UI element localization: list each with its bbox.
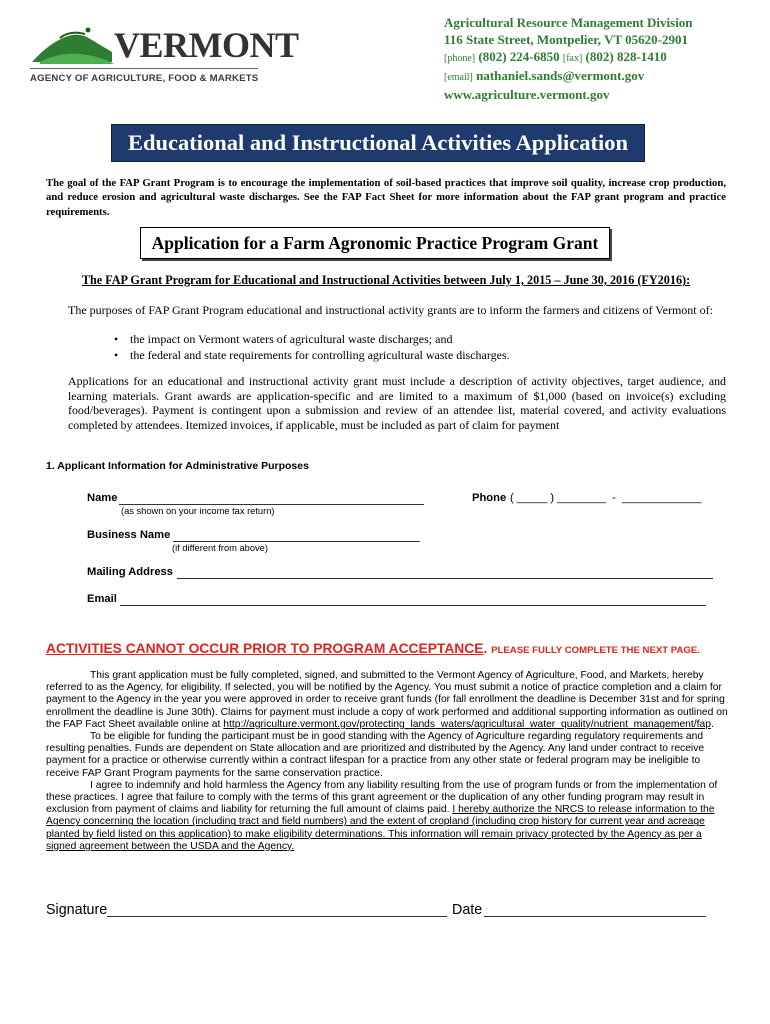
terms-p1: This grant application must be fully completed, signed, and submitted to the Vermont Agency of Agriculture, Food, and Markets, hereby referred to as the Agency, for eligibility. If selected, you will be notified by the Agency. You must submit a notice of practice completion and a claim for payment to the Agency in the year you were approved in order to receive grant funds (for fall enrollment the deadline is December 31st and for spring enrollment the deadline is June 30th). Claims for payment must include a copy of work performed and additional supporting information as outlined on the FAP Fact Sheet available online at [46, 670, 728, 730]
division-name: Agricultural Resource Management Division [444, 15, 693, 30]
logo-wordmark: VERMONT [114, 25, 299, 65]
email-address[interactable]: nathaniel.sands@vermont.gov [476, 68, 645, 83]
mailing-address-field[interactable] [177, 578, 713, 579]
date-label: Date [452, 902, 483, 918]
acceptance-warning [46, 641, 700, 656]
goal-paragraph: The goal of the FAP Grant Program is to encourage the implementation of soil-based practices that improve soil quality, increase crop production, and reduce erosion and agricultural waste discharges. See the FAP Fact Sheet for more information about the FAP grant program and practice requirements. [46, 177, 726, 218]
terms-paragraph-1 [46, 670, 730, 731]
fap-fact-sheet-link[interactable]: http://agriculture.vermont.gov/protecting_lands_waters/agricultural_water_quality/nutrient_management/fap [223, 718, 711, 730]
terms-p3: I agree to indemnify and hold harmless the Agency from any liability resulting from the use of program funds or from the implementation of these practices. I agree that failure to comply with the terms of this grant agreement or the duplication of any other funding program may result in exclusion from payment of claims and liability for returning the full amount of claims paid. [46, 779, 718, 816]
applications-paragraph: Applications for an educational and instructional activity grant must include a description of activity objectives, target audience, and learning materials. Grant awards are application-specific and are limited to a maximum of $1,000 (based on invoice(s) excluding food/beverages). Payment is contingent upon a submission and review of an attendee list, material covered, and activity evaluations completed by attendees. Itemized invoices, if applicable, must be included as part of claim for payment [68, 374, 726, 432]
signature-field[interactable] [107, 916, 447, 917]
page-title: Educational and Instructional Activities Application [127, 130, 629, 155]
business-name-note: (if different from above) [172, 543, 268, 553]
terms-paragraph-3 [46, 780, 730, 853]
mailing-address-label: Mailing Address [87, 566, 173, 578]
email-tag: [email] [444, 72, 473, 83]
email-label: Email [87, 593, 117, 605]
email-field[interactable] [120, 605, 706, 606]
phone-number: (802) 224-6850 [478, 49, 560, 64]
fax-number: (802) 828-1410 [585, 49, 667, 64]
title-banner [111, 124, 645, 162]
phone-tag: [phone] [444, 53, 476, 64]
website-link[interactable]: www.agriculture.vermont.gov [444, 87, 610, 102]
date-field[interactable] [484, 916, 706, 917]
phone-fax-line [444, 48, 693, 67]
terms-paragraph-2: To be eligible for funding the participant must be in good standing with the Agency of Agriculture regarding regulatory requirements and resulting penalties. Funds are dependent on State allocation and are prioritized and distributed by the Agency. Any land under contract to receive payment for a practice or otherwise currently within a contract lifespan for a practice from any other state or federal program may be ineligible to receive FAP Grant Program payments for the same conservation practice. [46, 731, 705, 779]
fax-tag: [fax] [562, 53, 583, 64]
phone-field[interactable]: ( _____ ) ________ - _____________ [510, 492, 702, 504]
list-item [114, 347, 510, 363]
logo-rule [30, 68, 258, 69]
terms-p1-end: . [710, 718, 714, 730]
email-line [444, 67, 693, 86]
business-name-field[interactable] [173, 541, 420, 542]
terms-text [46, 670, 730, 853]
agency-name: AGENCY OF AGRICULTURE, FOOD & MARKETS [30, 73, 259, 84]
subtitle: Application for a Farm Agronomic Practice Program Grant [151, 233, 599, 253]
name-field[interactable] [119, 504, 424, 505]
acceptance-sub: PLEASE FULLY COMPLETE THE NEXT PAGE. [491, 645, 700, 656]
program-heading: The FAP Grant Program for Educational and Instructional Activities between July 1, 2015 – June 30, 2016 (FY2016): [81, 273, 691, 287]
acceptance-main: ACTIVITIES CANNOT OCCUR PRIOR TO PROGRAM ACCEPTANCE [46, 641, 484, 656]
purposes-intro: The purposes of FAP Grant Program educational and instructional activity grants are to inform the farmers and citizens of Vermont of: [68, 303, 713, 317]
name-note: (as shown on your income tax return) [121, 506, 275, 516]
signature-label: Signature [46, 902, 108, 918]
section-heading: 1. Applicant Information for Administrative Purposes [46, 460, 309, 472]
contact-block [444, 14, 693, 103]
list-item-text: the federal and state requirements for controlling agricultural waste discharges. [130, 348, 510, 362]
purposes-list [114, 331, 510, 363]
list-item-text: the impact on Vermont waters of agricultural waste discharges; and [130, 332, 453, 346]
list-item [114, 331, 510, 347]
name-label: Name [87, 492, 118, 504]
phone-label: Phone [472, 492, 507, 504]
acceptance-period: . [483, 641, 488, 656]
subtitle-box [140, 227, 610, 259]
business-name-label: Business Name [87, 529, 171, 541]
terms-p3-authorization: I hereby authorize the NRCS to release information to the Agency concerning the location (including tract and field numbers) and the extent of cropland (including crop history for current year and acreage planted by field listed on this application) to make eligibility determinations. This information will remain privacy protected by the Agency as per a signed agreement between the USDA and the Agency. [46, 804, 715, 852]
street-address: 116 State Street, Montpelier, VT 05620-2901 [444, 32, 688, 47]
